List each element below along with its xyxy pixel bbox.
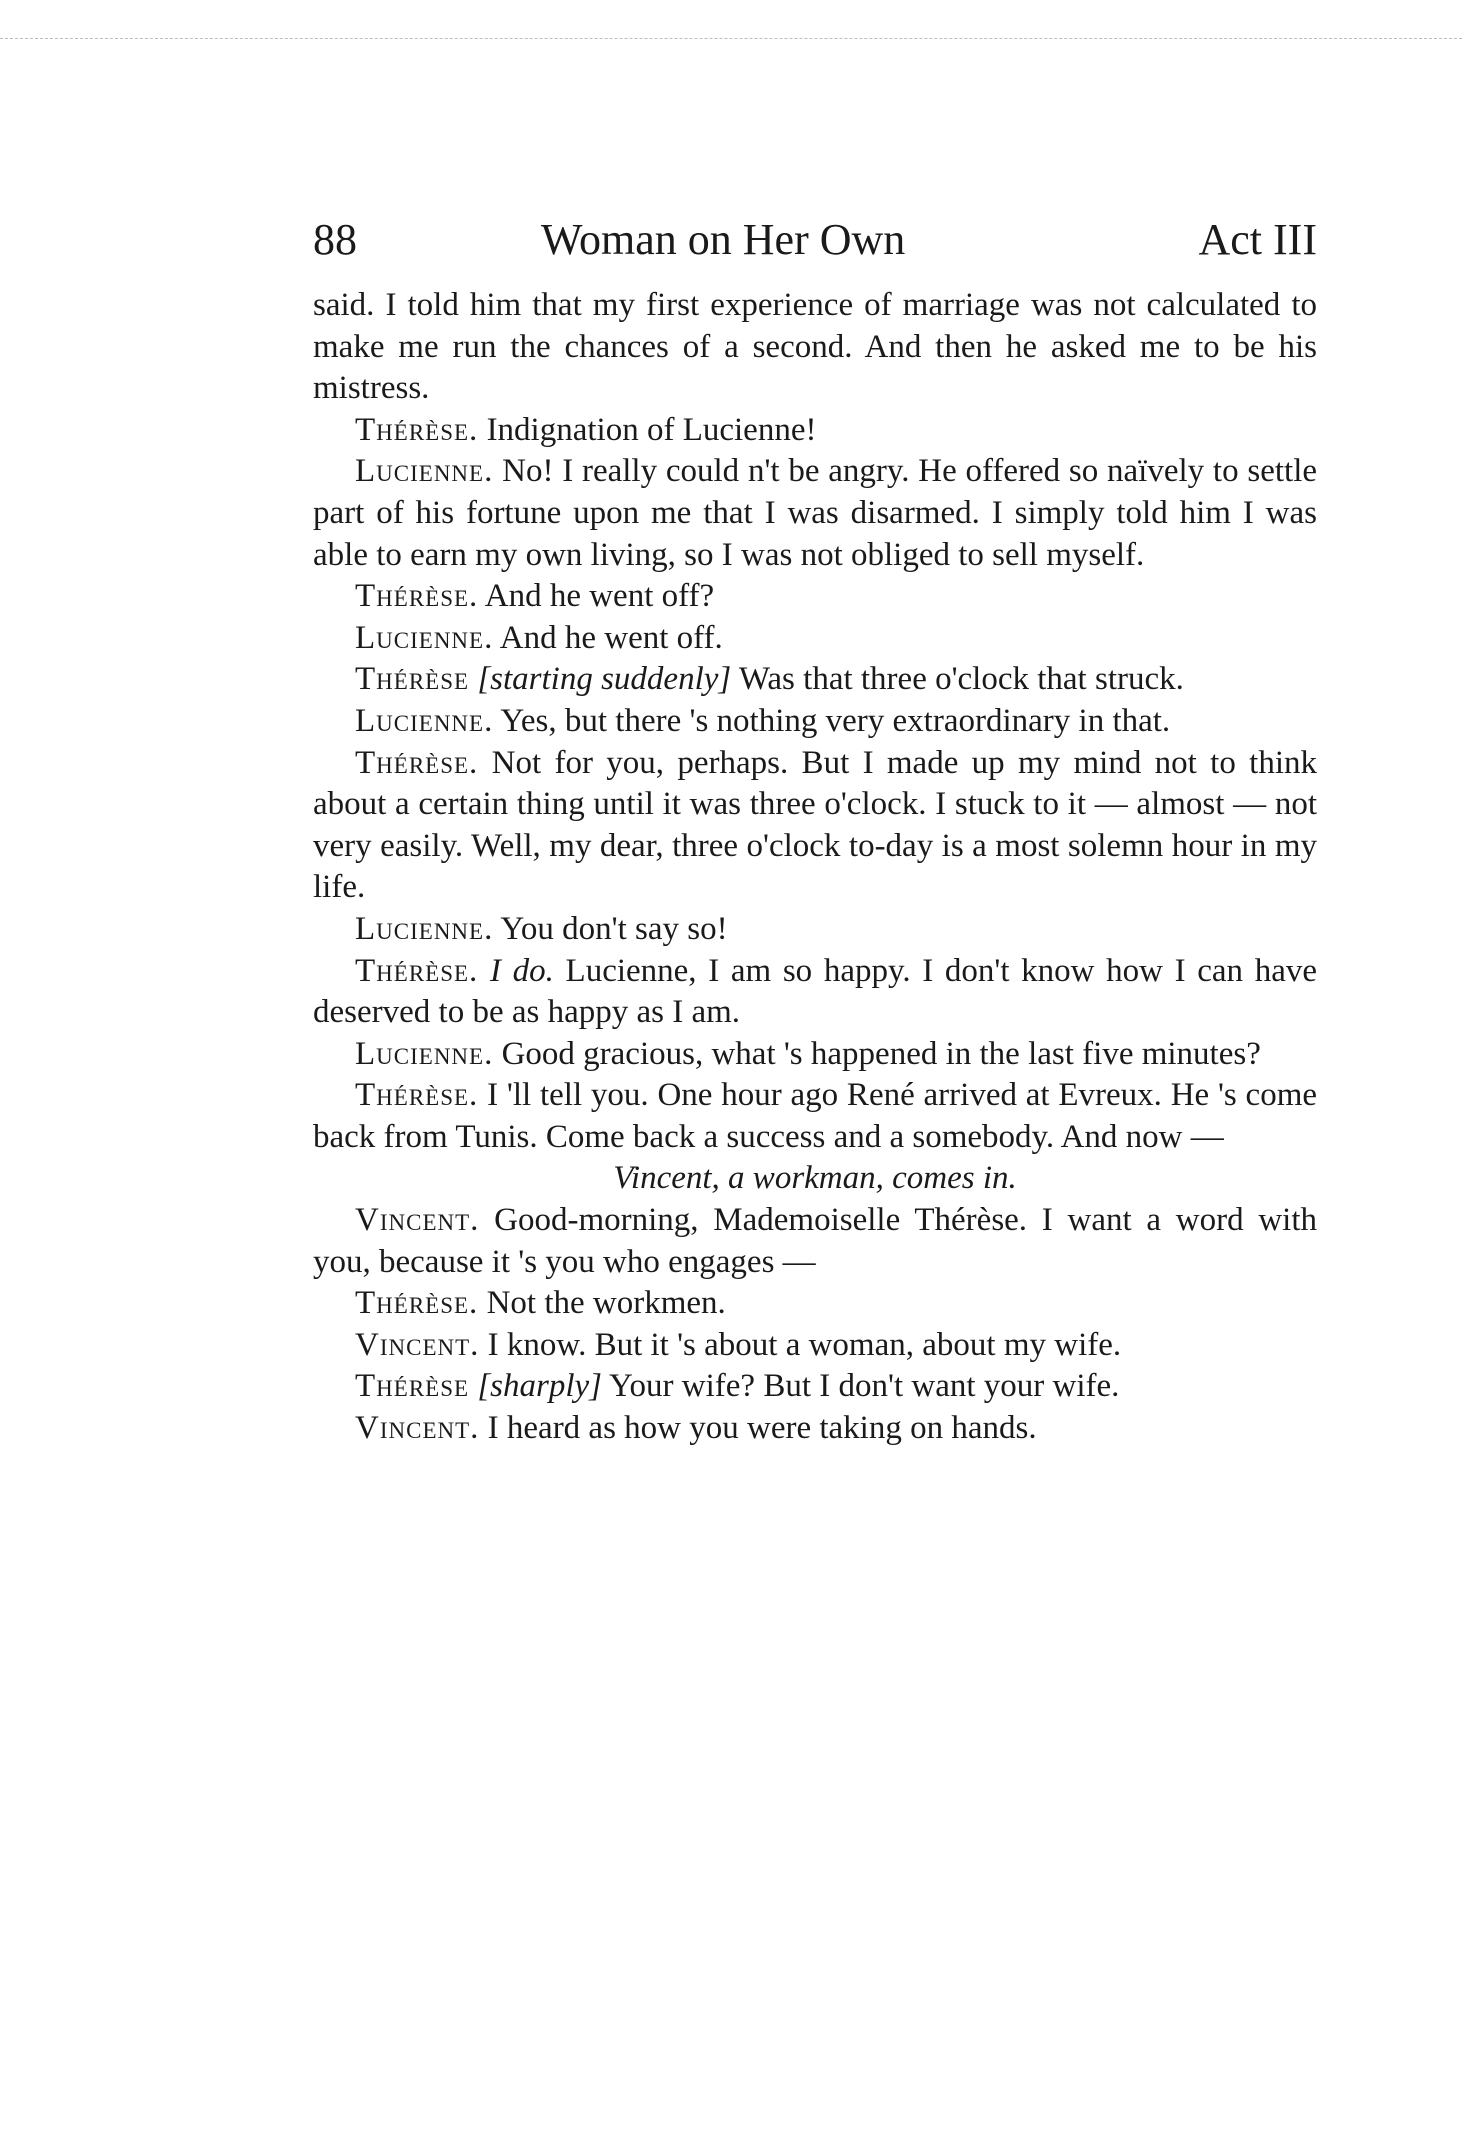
book-page <box>313 205 1317 1450</box>
speech-lucienne <box>313 909 1317 951</box>
speech-text: Was that three o'clock that struck. <box>738 661 1184 698</box>
speech-therese <box>313 951 1317 1034</box>
speech-therese <box>313 410 1317 452</box>
speech-lucienne <box>313 701 1317 743</box>
speech-lucienne <box>313 1034 1317 1076</box>
speaker-name: Thérèse <box>355 1368 470 1405</box>
speech-text: And he went off? <box>484 578 715 615</box>
continuation-paragraph <box>313 285 1317 410</box>
speaker-name: Vincent. <box>355 1326 480 1363</box>
speech-therese <box>313 743 1317 909</box>
dialogue-body <box>313 285 1317 1450</box>
speech-lucienne <box>313 618 1317 660</box>
page-number: 88 <box>313 215 357 264</box>
speech-vincent <box>313 1200 1317 1283</box>
speech-text: And he went off. <box>499 619 723 656</box>
speech-vincent <box>313 1408 1317 1450</box>
speech-therese <box>313 1075 1317 1158</box>
running-head <box>313 205 1317 275</box>
speech-text: I heard as how you were taking on hands. <box>487 1410 1037 1447</box>
speech-therese <box>313 1283 1317 1325</box>
emphasis-text: I do. <box>489 952 554 989</box>
speech-vincent <box>313 1325 1317 1367</box>
stage-direction: [starting suddenly] <box>477 661 732 698</box>
speaker-name: Lucienne. <box>355 453 494 490</box>
speaker-name: Lucienne. <box>355 702 494 739</box>
speech-text: I 'll tell you. One hour ago René arrived at Evreux. He 's come back from Tunis. Come back a success and a somebody. And now — <box>313 1077 1318 1155</box>
scan-edge-line <box>0 38 1462 39</box>
speech-text: Your wife? But I don't want your wife. <box>609 1368 1120 1405</box>
speaker-name: Thérèse. <box>355 1077 479 1114</box>
stage-direction-line: Vincent, a workman, comes in. <box>613 1160 1017 1197</box>
speech-text: No! I really could n't be angry. He offered so naïvely to settle part of his fortune upon me that I was disarmed. I simply told him I was able to earn my own living, so I was not obliged to sell myself. <box>313 453 1318 573</box>
speech-text: Not the workmen. <box>486 1285 726 1322</box>
book-title: Woman on Her Own <box>541 215 906 264</box>
speaker-name: Lucienne. <box>355 619 494 656</box>
speaker-name: Vincent. <box>355 1410 480 1447</box>
speech-text: Good gracious, what 's happened in the last five minutes? <box>501 1035 1261 1072</box>
speech-text: Lucienne, I am so happy. I don't know how I can have deserved to be as happy as I am. <box>313 952 1317 1031</box>
speaker-name: Thérèse. <box>355 578 479 615</box>
speaker-name: Lucienne. <box>355 910 494 947</box>
stage-direction: [sharply] <box>477 1368 602 1405</box>
speech-therese <box>313 1366 1317 1408</box>
speaker-name: Vincent. <box>355 1202 480 1239</box>
speaker-name: Thérèse. <box>355 744 479 781</box>
speech-text: Not for you, perhaps. But I made up my mind not to think about a certain thing until it was three o'clock. I stuck to it — almost — not very easily. Well, my dear, three o'clock to-day is a most solemn hour in my life. <box>313 744 1317 906</box>
speech-text: You don't say so! <box>500 910 728 947</box>
speech-text: Good-morning, Mademoiselle Thérèse. I want a word with you, because it 's you who engages — <box>313 1202 1318 1280</box>
speaker-name: Lucienne. <box>355 1035 494 1072</box>
speaker-name: Thérèse. <box>355 1285 479 1322</box>
speech-text: said. I told him that my first experience of marriage was not calculated to make me run the chances of a second. And then he asked me to be his mistress. <box>313 287 1317 407</box>
speaker-name: Thérèse. <box>355 411 479 448</box>
speech-text: Yes, but there 's nothing very extraordinary in that. <box>500 702 1171 739</box>
speaker-name: Thérèse. <box>355 952 479 989</box>
speaker-name: Thérèse <box>355 661 470 698</box>
speech-therese <box>313 659 1317 701</box>
speech-text: I know. But it 's about a woman, about my wife. <box>487 1326 1122 1363</box>
speech-text: Indignation of Lucienne! <box>486 411 817 448</box>
speech-therese <box>313 576 1317 618</box>
act-label: Act III <box>1198 215 1317 264</box>
speech-lucienne <box>313 451 1317 576</box>
